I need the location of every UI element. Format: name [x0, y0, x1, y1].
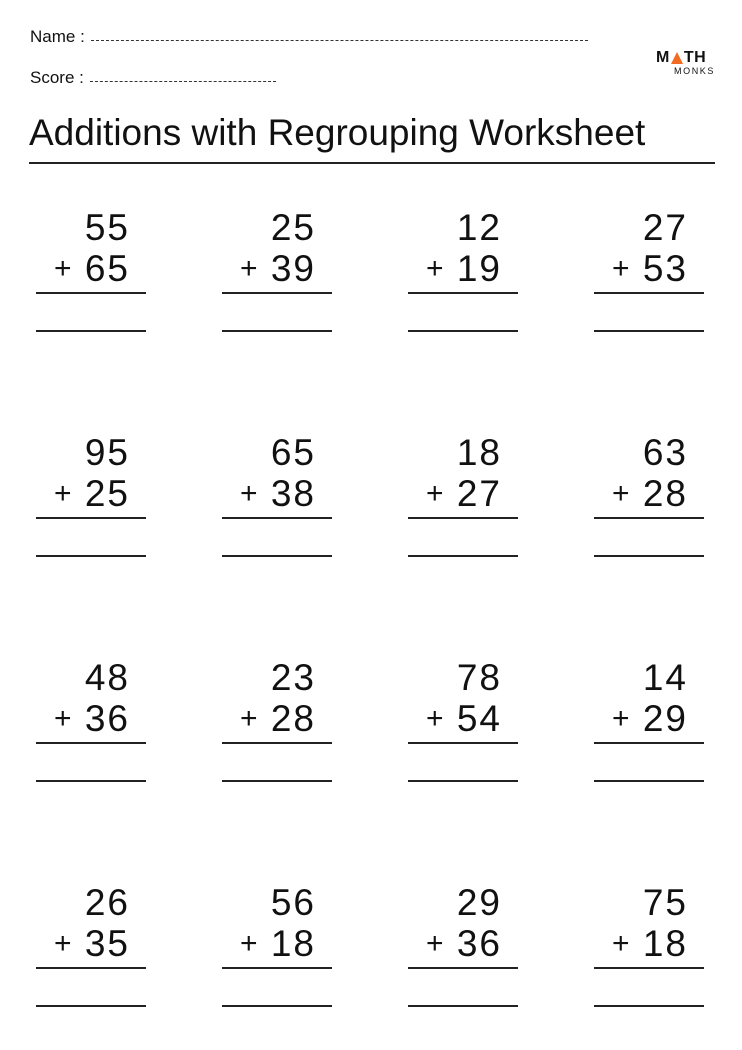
plus-sign: + [54, 927, 72, 960]
sum-rule [222, 517, 332, 519]
answer-blank-line[interactable] [408, 780, 518, 782]
answer-blank-line[interactable] [594, 780, 704, 782]
addend-top: 63 [642, 432, 688, 473]
plus-sign: + [612, 702, 630, 735]
answer-blank-line[interactable] [36, 555, 146, 557]
addend-top: 23 [270, 657, 316, 698]
addend-bottom: 36 [456, 923, 502, 964]
addend-top: 75 [642, 882, 688, 923]
plus-sign: + [426, 927, 444, 960]
plus-sign: + [426, 702, 444, 735]
sum-rule [36, 292, 146, 294]
addend-bottom: 27 [456, 473, 502, 514]
addend-top: 12 [456, 207, 502, 248]
name-blank-line[interactable] [91, 40, 588, 41]
answer-blank-line[interactable] [36, 1005, 146, 1007]
sum-rule [36, 517, 146, 519]
addition-problem [36, 208, 146, 348]
logo-text-m: M [656, 49, 670, 66]
addend-bottom: 35 [84, 923, 130, 964]
sum-rule [408, 967, 518, 969]
sum-rule [408, 292, 518, 294]
sum-rule [408, 517, 518, 519]
addend-bottom: 25 [84, 473, 130, 514]
answer-blank-line[interactable] [222, 330, 332, 332]
addend-bottom: 39 [270, 248, 316, 289]
logo-subtext: MONKS [674, 66, 716, 76]
addend-bottom: 28 [642, 473, 688, 514]
addend-bottom: 53 [642, 248, 688, 289]
addend-top: 55 [84, 207, 130, 248]
addition-problem [408, 658, 518, 798]
addition-problem [36, 883, 146, 1023]
answer-blank-line[interactable] [594, 1005, 704, 1007]
score-blank-line[interactable] [90, 81, 276, 82]
addend-top: 95 [84, 432, 130, 473]
plus-sign: + [54, 477, 72, 510]
answer-blank-line[interactable] [222, 555, 332, 557]
score-label: Score : [30, 68, 84, 87]
answer-blank-line[interactable] [36, 330, 146, 332]
addend-bottom: 54 [456, 698, 502, 739]
addend-top: 25 [270, 207, 316, 248]
sum-rule [222, 292, 332, 294]
sum-rule [594, 292, 704, 294]
answer-blank-line[interactable] [408, 555, 518, 557]
plus-sign: + [240, 252, 258, 285]
plus-sign: + [240, 927, 258, 960]
addend-bottom: 18 [642, 923, 688, 964]
sum-rule [36, 742, 146, 744]
plus-sign: + [54, 702, 72, 735]
addend-bottom: 29 [642, 698, 688, 739]
answer-blank-line[interactable] [594, 555, 704, 557]
title-underline [29, 162, 715, 164]
addition-problem [408, 208, 518, 348]
name-field[interactable] [30, 27, 588, 47]
addend-bottom: 36 [84, 698, 130, 739]
addend-top: 27 [642, 207, 688, 248]
addend-top: 26 [84, 882, 130, 923]
name-label: Name : [30, 27, 85, 46]
plus-sign: + [612, 927, 630, 960]
addend-top: 48 [84, 657, 130, 698]
answer-blank-line[interactable] [408, 1005, 518, 1007]
plus-sign: + [240, 477, 258, 510]
addend-bottom: 19 [456, 248, 502, 289]
addition-problem [594, 658, 704, 798]
answer-blank-line[interactable] [222, 780, 332, 782]
addition-problem [222, 883, 332, 1023]
plus-sign: + [612, 477, 630, 510]
addition-problem [222, 433, 332, 573]
plus-sign: + [240, 702, 258, 735]
answer-blank-line[interactable] [36, 780, 146, 782]
addend-top: 29 [456, 882, 502, 923]
addend-bottom: 38 [270, 473, 316, 514]
addition-problem [222, 208, 332, 348]
addition-problem [222, 658, 332, 798]
logo-triangle-icon [671, 52, 683, 64]
plus-sign: + [426, 252, 444, 285]
page-title: Additions with Regrouping Worksheet [29, 112, 646, 153]
addend-top: 56 [270, 882, 316, 923]
sum-rule [222, 742, 332, 744]
addend-top: 78 [456, 657, 502, 698]
addend-bottom: 28 [270, 698, 316, 739]
addend-bottom: 18 [270, 923, 316, 964]
answer-blank-line[interactable] [594, 330, 704, 332]
addend-bottom: 65 [84, 248, 130, 289]
sum-rule [36, 967, 146, 969]
logo-text-th: TH [683, 49, 707, 66]
sum-rule [594, 517, 704, 519]
plus-sign: + [612, 252, 630, 285]
math-monks-logo [656, 50, 718, 77]
addition-problem [36, 658, 146, 798]
addend-top: 14 [642, 657, 688, 698]
plus-sign: + [54, 252, 72, 285]
addend-top: 65 [270, 432, 316, 473]
addition-problem [594, 208, 704, 348]
addition-problem [408, 433, 518, 573]
addition-problem [594, 433, 704, 573]
addition-problem [408, 883, 518, 1023]
sum-rule [594, 742, 704, 744]
addend-top: 18 [456, 432, 502, 473]
sum-rule [408, 742, 518, 744]
answer-blank-line[interactable] [222, 1005, 332, 1007]
sum-rule [222, 967, 332, 969]
addition-problem [594, 883, 704, 1023]
addition-problem [36, 433, 146, 573]
plus-sign: + [426, 477, 444, 510]
sum-rule [594, 967, 704, 969]
score-field[interactable] [30, 68, 276, 88]
answer-blank-line[interactable] [408, 330, 518, 332]
